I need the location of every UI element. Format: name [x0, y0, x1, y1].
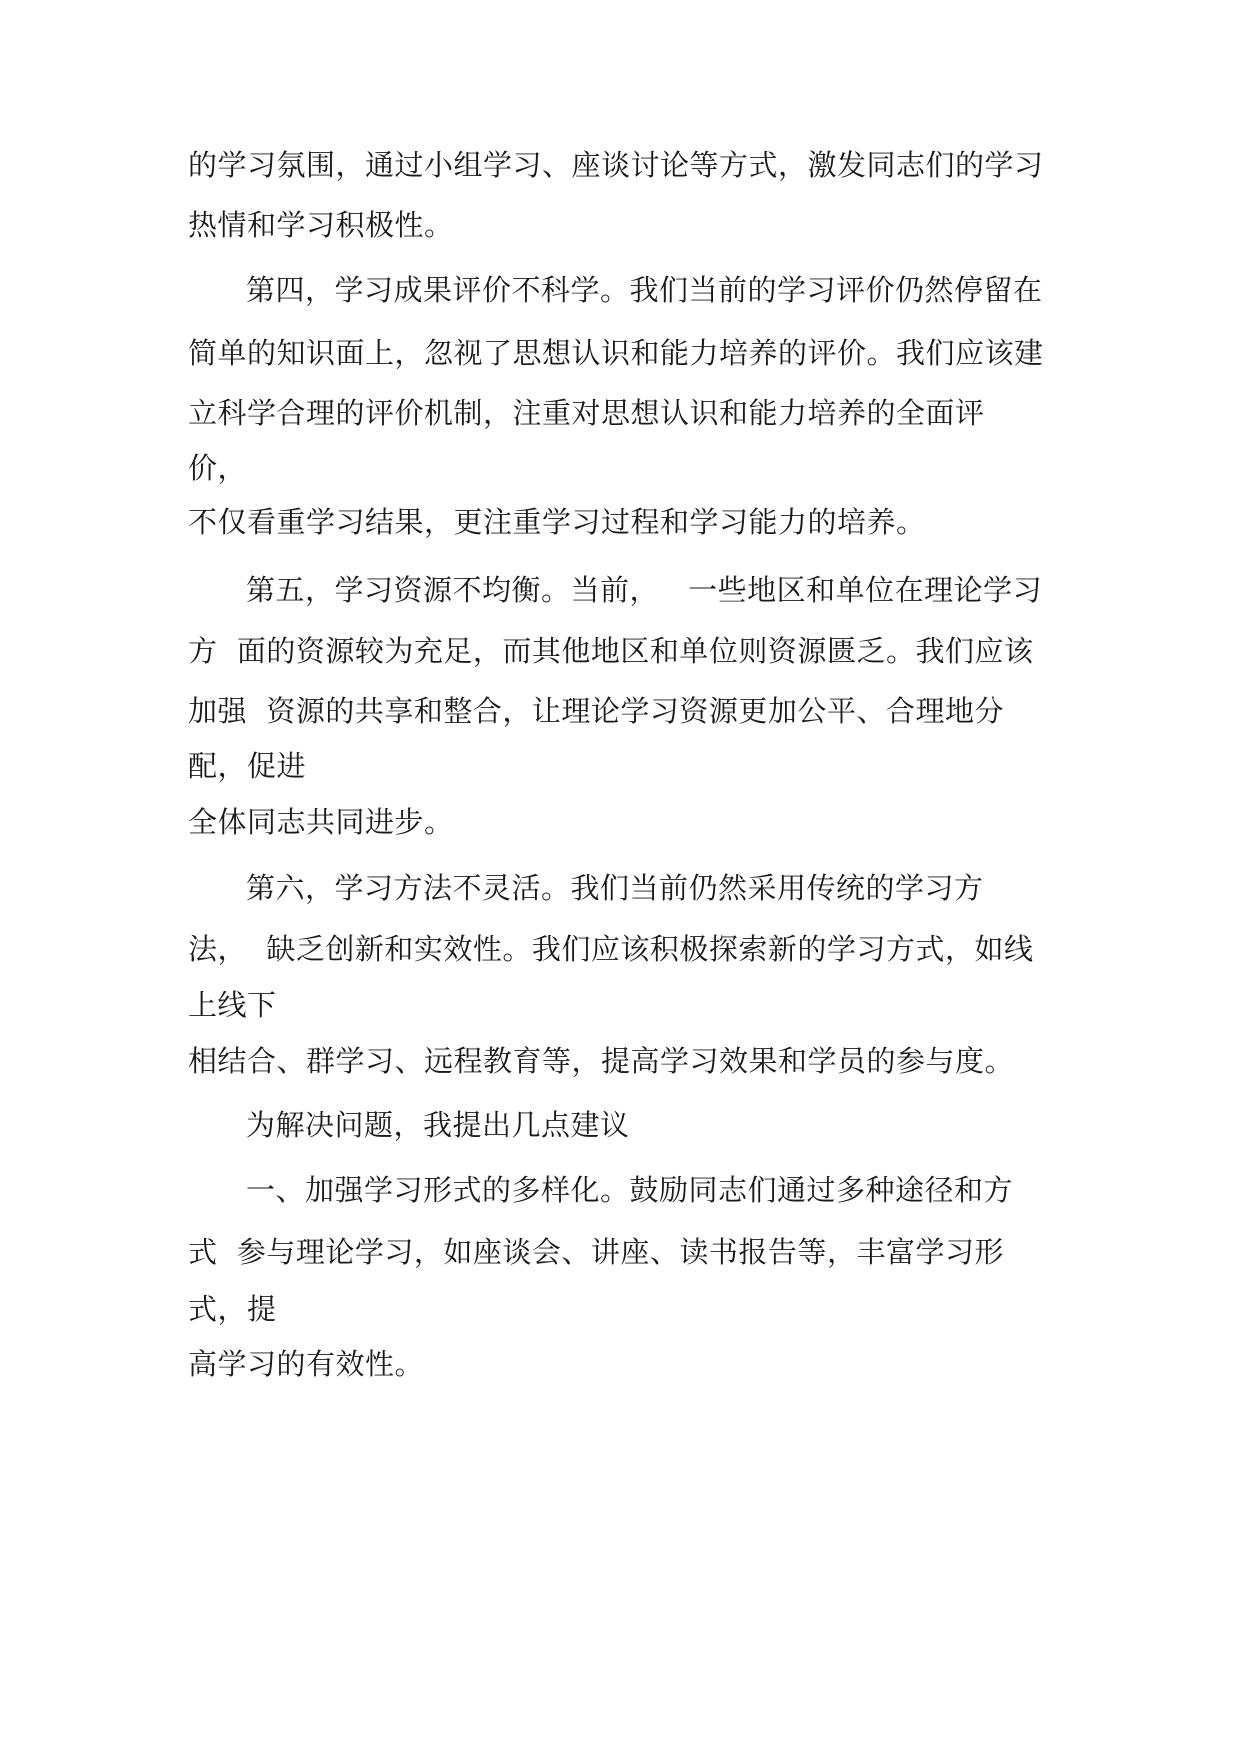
paragraph-start-line: 第四，学习成果评价不科学。我们当前的学习评价仍然停留在: [246, 273, 1043, 307]
text-line: 高学习的有效性。: [188, 1347, 425, 1381]
text-line: 法， 缺乏创新和实效性。我们应该积极探索新的学习方式，如线: [188, 932, 1034, 966]
paragraph-start-line: 一、加强学习形式的多样化。鼓励同志们通过多种途径和方: [246, 1173, 1014, 1207]
text-line: 上线下: [188, 988, 277, 1022]
text-line: 全体同志共同进步。: [188, 805, 454, 839]
paragraph-start-line: 第五，学习资源不均衡。当前， 一些地区和单位在理论学习: [246, 573, 1043, 607]
text-line: 加强 资源的共享和整合，让理论学习资源更加公平、合理地分: [188, 694, 1004, 728]
text-line: 的学习氛围，通过小组学习、座谈讨论等方式，激发同志们的学习: [188, 148, 1044, 182]
text-line: 价，: [188, 451, 248, 485]
text-line: 热情和学习积极性。: [188, 208, 454, 242]
text-line: 简单的知识面上，忽视了思想认识和能力培养的评价。我们应该建: [188, 336, 1044, 370]
text-line: 立科学合理的评价机制，注重对思想认识和能力培养的全面评: [188, 396, 985, 430]
text-line: 式，提: [188, 1292, 277, 1326]
paragraph-start-line: 第六，学习方法不灵活。我们当前仍然采用传统的学习方: [246, 871, 984, 905]
text-line: 不仅看重学习结果，更注重学习过程和学习能力的培养。: [188, 505, 926, 539]
section-intro-line: 为解决问题，我提出几点建议: [246, 1108, 630, 1142]
text-line: 配，促进: [188, 749, 307, 783]
text-line: 式 参与理论学习，如座谈会、讲座、读书报告等，丰富学习形: [188, 1235, 1004, 1269]
text-line: 相结合、群学习、远程教育等，提高学习效果和学员的参与度。: [188, 1044, 1015, 1078]
text-line: 方 面的资源较为充足，而其他地区和单位则资源匮乏。我们应该: [188, 634, 1034, 668]
